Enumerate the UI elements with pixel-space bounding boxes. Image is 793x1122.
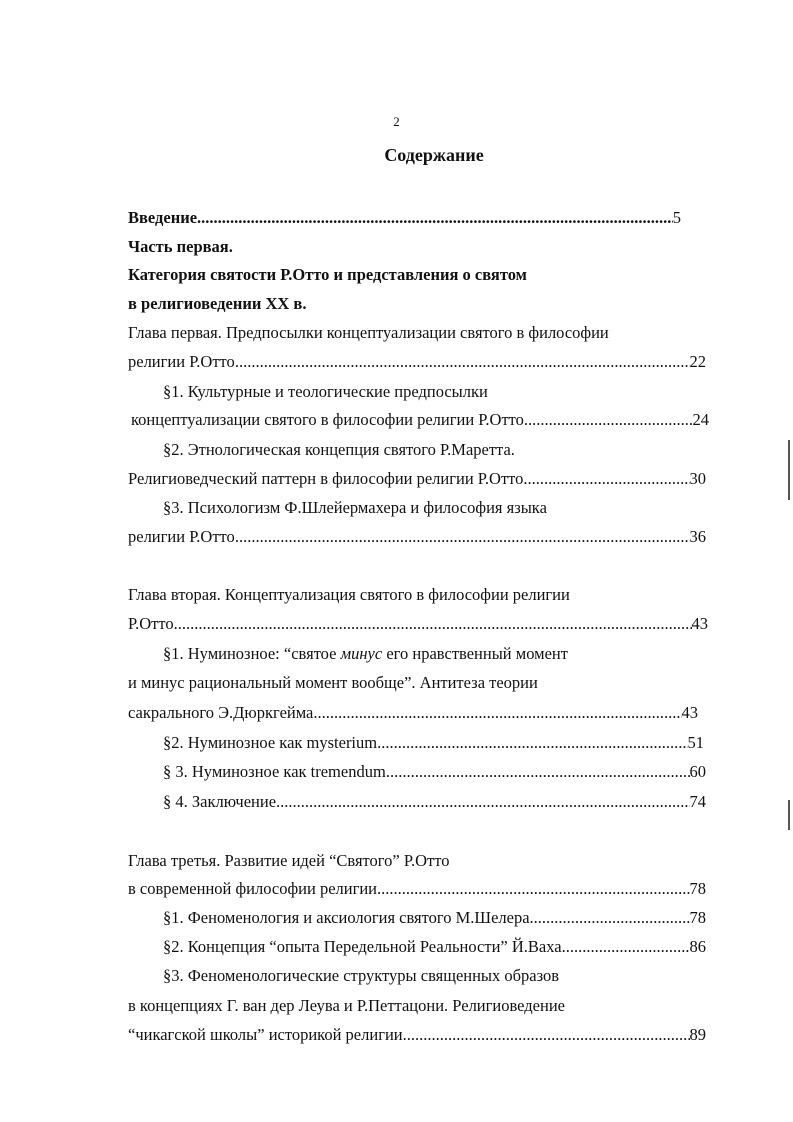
toc-entry-label: §1. Феноменология и аксиология святого М.Шелера [163, 908, 530, 927]
toc-entry-page: 22 [689, 352, 706, 371]
scan-edge-mark [788, 800, 790, 830]
dot-leader [235, 526, 690, 548]
dot-leader [562, 936, 690, 958]
section-3-3-title: §3. Феноменологические структуры священных образов [163, 966, 560, 985]
toc-entry-label: “чикагской школы” историкой религии [128, 1025, 403, 1044]
dot-leader [377, 732, 687, 754]
dot-leader [276, 791, 689, 813]
section-2-1-text-c: его нравственный момент [382, 644, 568, 663]
dot-leader [386, 761, 690, 783]
toc-entry-section-1-1[interactable] [131, 409, 709, 431]
section-2-1-emphasis: минус [340, 644, 383, 663]
toc-entry-page: 5 [672, 208, 681, 227]
toc-entry-section-3-2[interactable] [163, 936, 706, 958]
dot-leader [523, 468, 689, 490]
toc-entry-label: § 4. Заключение [163, 792, 277, 811]
part-heading: Часть первая. [128, 237, 233, 256]
toc-entry-label: § 3. Нуминозное как tremendum [163, 762, 386, 781]
toc-entry-page: 60 [689, 762, 706, 781]
toc-entry-label: §2. Концепция “опыта Передельной Реальности” Й.Ваха [163, 937, 562, 956]
toc-entry-introduction[interactable] [128, 207, 681, 229]
dot-leader [403, 1024, 690, 1046]
chapter-1-title: Глава первая. Предпосылки концептуализации святого в философии [128, 323, 609, 342]
section-2-1-text-a: §1. Нуминозное: “святое [163, 644, 341, 663]
section-2-1-title [163, 643, 568, 665]
toc-entry-page: 36 [689, 527, 706, 546]
toc-entry-page: 51 [687, 733, 704, 752]
part-title-continued: в религиоведении XX в. [128, 294, 307, 313]
dot-leader [197, 207, 673, 229]
toc-entry-section-3-1[interactable] [163, 907, 706, 929]
scan-edge-mark [788, 440, 790, 500]
toc-entry-page: 43 [691, 614, 708, 633]
toc-entry-section-1-3[interactable] [128, 526, 706, 548]
toc-entry-chapter-2[interactable] [128, 613, 708, 635]
toc-entry-label: Р.Отто [128, 614, 174, 633]
toc-entry-page: 43 [681, 703, 698, 722]
toc-entry-page: 78 [689, 908, 706, 927]
dot-leader [313, 702, 681, 724]
toc-entry-page: 30 [689, 469, 706, 488]
toc-entry-label: Религиоведческий паттерн в философии религии Р.Отто [128, 469, 524, 488]
page-number: 2 [393, 114, 400, 129]
section-3-3-title-continued: в концепциях Г. ван дер Леува и Р.Петтацони. Религиоведение [128, 996, 565, 1015]
chapter-2-title: Глава вторая. Концептуализация святого в философии религии [128, 585, 570, 604]
part-title: Категория святости Р.Отто и представления о святом [128, 265, 527, 284]
toc-entry-page: 78 [689, 879, 706, 898]
dot-leader [235, 351, 690, 373]
section-1-1-title: §1. Культурные и теологические предпосылки [163, 382, 488, 401]
toc-entry-chapter-3[interactable] [128, 878, 706, 900]
toc-entry-label: религии Р.Отто [128, 352, 235, 371]
toc-entry-section-2-4[interactable] [163, 791, 706, 813]
toc-entry-section-2-3[interactable] [163, 761, 706, 783]
dot-leader [174, 613, 692, 635]
dot-leader [530, 907, 690, 929]
toc-entry-page: 86 [689, 937, 706, 956]
section-2-1-title-continued: и минус рациональный момент вообще”. Антитеза теории [128, 673, 538, 692]
toc-entry-section-3-3[interactable] [128, 1024, 706, 1046]
toc-entry-page: 89 [689, 1025, 706, 1044]
toc-entry-label: сакрального Э.Дюркгейма [128, 703, 314, 722]
chapter-3-title: Глава третья. Развитие идей “Святого” Р.Отто [128, 851, 450, 870]
toc-entry-label: концептуализации святого в философии религии Р.Отто [131, 410, 524, 429]
section-1-2-title: §2. Этнологическая концепция святого Р.Маретта. [163, 440, 515, 459]
toc-entry-label: §2. Нуминозное как mysterium [163, 733, 378, 752]
toc-entry-section-2-2[interactable] [163, 732, 704, 754]
toc-entry-page: 24 [692, 410, 709, 429]
section-1-3-title: §3. Психологизм Ф.Шлейермахера и философия языка [163, 498, 547, 517]
dot-leader [377, 878, 689, 900]
toc-entry-label: религии Р.Отто [128, 527, 235, 546]
toc-entry-section-2-1[interactable] [128, 702, 698, 724]
toc-entry-label: Введение [128, 208, 198, 227]
page-title: Содержание [384, 145, 484, 165]
dot-leader [524, 409, 693, 431]
toc-entry-page: 74 [689, 792, 706, 811]
toc-entry-chapter-1[interactable] [128, 351, 706, 373]
toc-entry-section-1-2[interactable] [128, 468, 706, 490]
toc-entry-label: в современной философии религии [128, 879, 378, 898]
